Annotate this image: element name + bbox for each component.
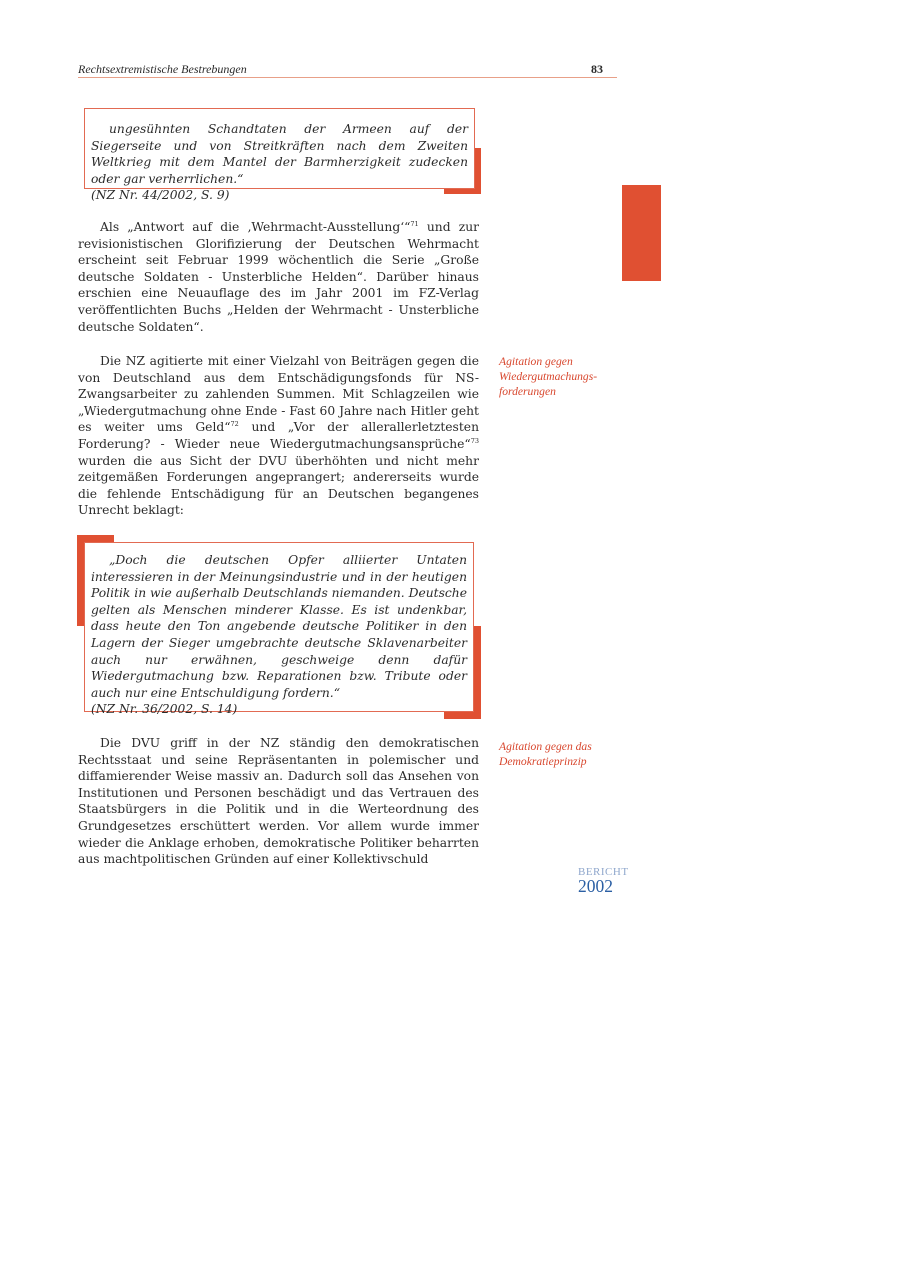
report-logo-word: BERICHT [578,866,629,878]
quote-2-text: „Doch die deutschen Opfer alliierter Untaten interessieren in der Meinungsindustrie und in der heutigen Politik in wie außerhalb Deutschlands niemanden. Deutsche gelten als Menschen minderer Klasse. Es ist undenkbar, dass heute den Ton angebende deutsche Politiker in den Lagern der Sieger umgebrachte deutsche Sklavenarbeiter auch nur erwähnen, geschweige denn dafür Wiedergutmachung bzw. Reparationen bzw. Tribute oder auch nur eine Entschuldigung fordern.“ [91,553,467,700]
quote-box-2-frame [84,542,474,717]
margin-note-2-line-2: Demokratieprinzip [499,755,587,768]
running-title: Rechtsextremistische Bestrebungen [78,62,247,76]
body-paragraph-1 [78,219,479,335]
para-1-text-b: und zur revisionistischen Glorifizierung der Deutschen Wehrmacht erscheint seit Februar 1999 wöchentlich die Serie „Große deutsche Soldaten - Unsterbliche Helden“. Darüber hinaus erschien eine Neuauflage des im Jahr 2001 im FZ-Verlag veröffentlichten Buchs „Helden der Wehrmacht - Unsterbliche deutsche Soldaten“. [78,220,479,334]
para-2-text-c: wurden die aus Sicht der DVU überhöhten und nicht mehr zeitgemäßen Forderungen angeprangert; andererseits wurde die fehlende Entschädigung für an Deutschen begangenes Unrecht beklagt: [78,453,479,518]
footnote-ref-71: 71 [410,220,419,228]
footnote-ref-72: 72 [230,420,239,429]
margin-tab-marker [622,185,661,281]
body-paragraph-2 [78,353,479,519]
quote-1-text: ungesühnten Schandtaten der Armeen auf der Siegerseite und von Streitkräften nach dem Zweiten Weltkrieg mit dem Mantel der Barmherzigkeit zudecken oder gar verherrlichen.“ [91,122,468,186]
margin-note-1-line-3: forderungen [499,385,556,398]
para-1-text-a: Als „Antwort auf die ‚Wehrmacht-Ausstellung‘“ [100,220,411,234]
report-logo [578,866,638,895]
para-2-text-b: und „Vor der allerallerletztesten Forderung? - Wieder neue Wiedergutmachungsansprüche“ [78,420,480,451]
margin-note-reparations [499,354,619,399]
body-paragraph-3: Die DVU griff in der NZ ständig den demokratischen Rechtsstaat und seine Repräsentanten in polemischer und diffamierender Weise massiv an. Dadurch soll das Ansehen von Institutionen und Personen beschädigt und das Vertrauen des Staatsbürgers in die Politik und in die Werteordnung des Grundgesetzes erschüttert werden. Vor allem wurde immer wieder die Anklage erhoben, demokratische Politiker beharrten aus machtpolitischen Gründen auf einer Kollektivschuld [78,736,479,867]
running-head [78,62,617,78]
quote-box-1-frame [84,108,475,203]
margin-note-2-line-1: Agitation gegen das [499,740,592,753]
margin-note-1-line-2: Wiedergutmachungs- [499,370,598,383]
footnote-ref-73: 73 [470,436,479,445]
margin-note-democracy [499,739,619,769]
report-logo-year: 2002 [578,876,613,896]
quote-1-source: (NZ Nr. 44/2002, S. 9) [91,188,230,203]
quote-2-source: (NZ Nr. 36/2002, S. 14) [91,702,238,717]
page-number: 83 [591,62,603,76]
para-2-text-a: Die NZ agitierte mit einer Vielzahl von Beiträgen gegen die von Deutschland aus dem Entschädigungsfonds für NS-Zwangsarbeiter zu zahlenden Summen. Mit Schlagzeilen wie „Wiedergutmachung ohne Ende - Fast 60 Jahre nach Hitler geht es weiter ums Geld“ [78,354,479,435]
margin-note-1-line-1: Agitation gegen [499,355,573,368]
